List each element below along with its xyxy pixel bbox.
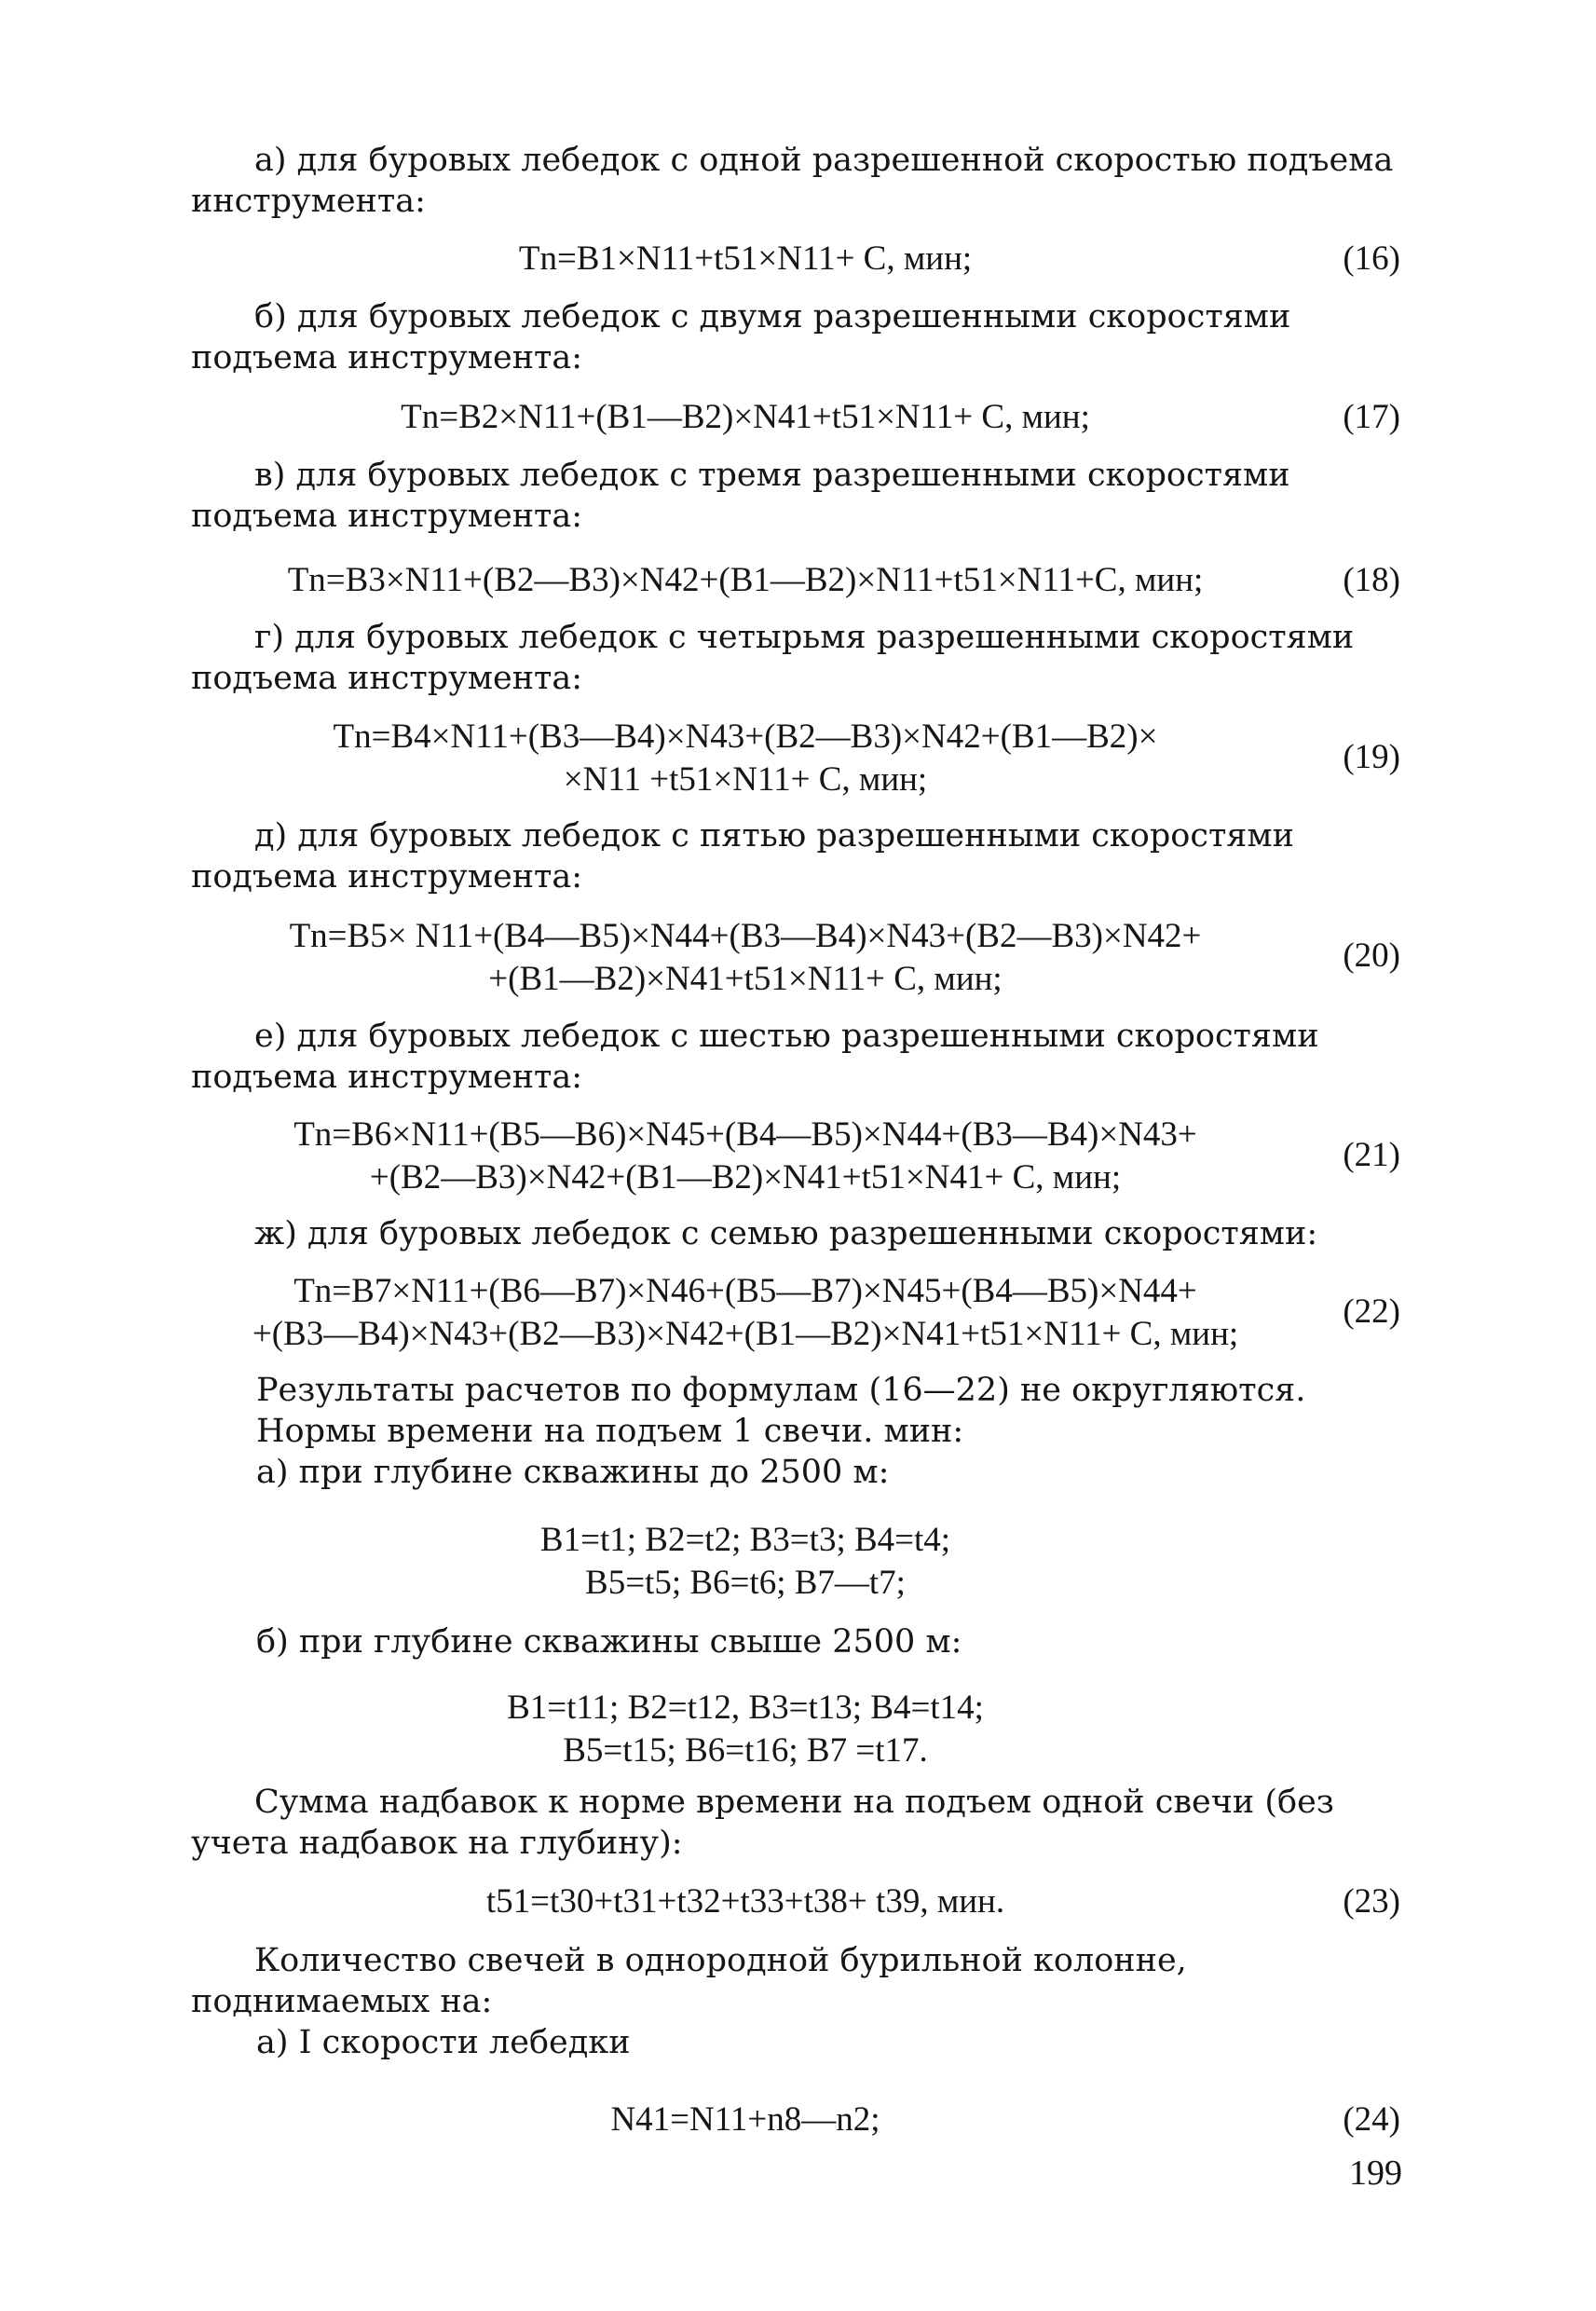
intro-16: а) для буровых лебедок с одной разрешенной скоростью подъема инструмента:	[191, 142, 1394, 220]
intro-20: д) для буровых лебедок с пятью разрешенными скоростями подъема инструмента:	[191, 817, 1294, 896]
intro-17: б) для буровых лебедок с двумя разрешенными скоростями подъема инструмента:	[191, 298, 1291, 376]
equation-number-20: (20)	[1343, 937, 1400, 975]
formula-22: Tn=B7×N11+(B6—B7)×N46+(B5—B7)×N45+(B4—B5)×N44+ +(B3—B4)×N43+(B2—B3)×N42+(B1—B2)×N41+t51×N11+ C, мин;	[252, 1272, 1239, 1353]
intro-18: в) для буровых лебедок с тремя разрешенными скоростями подъема инструмента:	[191, 457, 1290, 535]
formula-16: Tn=B1×N11+t51×N11+ C, мин;	[518, 239, 973, 278]
intro-19: г) для буровых лебедок с четырьмя разрешенными скоростями подъема инструмента:	[191, 619, 1355, 697]
depth-b-label: б) при глубине скважины свыше 2500 м:	[256, 1623, 962, 1661]
formula-20: Tn=B5× N11+(B4—B5)×N44+(B3—B4)×N43+(B2—B3)×N42+ +(B1—B2)×N41+t51×N11+ C, мин;	[289, 917, 1202, 998]
sum-formula: t51=t30+t31+t32+t33+t38+ t39, мин.	[485, 1882, 1005, 1921]
equation-number-21: (21)	[1343, 1136, 1400, 1174]
equation-number-17: (17)	[1343, 398, 1400, 436]
speed-label: а) I скорости лебедки	[256, 2024, 631, 2061]
depth-a-label: а) при глубине скважины до 2500 м:	[256, 1454, 890, 1491]
sum-text: Сумма надбавок к норме времени на подъем одной свечи (без учета надбавок на глубину):	[191, 1784, 1334, 1862]
intro-21: е) для буровых лебедок с шестью разрешенными скоростями подъема инструмента:	[191, 1018, 1319, 1096]
equation-number-18: (18)	[1343, 561, 1400, 599]
formula-19: Tn=B4×N11+(B3—B4)×N43+(B2—B3)×N42+(B1—B2)× ×N11 +t51×N11+ C, мин;	[333, 718, 1158, 799]
results-note: Результаты расчетов по формулам (16—22) не округляются.	[256, 1372, 1306, 1409]
count-text: Количество свечей в однородной бурильной колонне, поднимаемых на:	[191, 1942, 1187, 2020]
formula-21: Tn=B6×N11+(B5—B6)×N45+(B4—B5)×N44+(B3—B4)×N43+ +(B2—B3)×N42+(B1—B2)×N41+t51×N41+ C, мин;	[293, 1115, 1197, 1197]
equation-number-16: (16)	[1343, 239, 1400, 278]
depth-a-formula: B1=t1; B2=t2; B3=t3; B4=t4; B5=t5; B6=t6; B7—t7;	[539, 1521, 951, 1602]
count-formula: N41=N11+n8—n2;	[610, 2100, 880, 2139]
page-number: 199	[1349, 2154, 1402, 2193]
depth-b-formula: B1=t11; B2=t12, B3=t13; B4=t14; B5=t15; B6=t16; B7 =t17.	[507, 1689, 984, 1770]
equation-number-19: (19)	[1343, 738, 1400, 776]
norms-title: Нормы времени на подъем 1 свечи. мин:	[256, 1413, 964, 1450]
equation-number-22: (22)	[1343, 1292, 1400, 1331]
equation-number-24: (24)	[1343, 2100, 1400, 2139]
intro-22: ж) для буровых лебедок с семью разрешенными скоростями:	[254, 1215, 1318, 1252]
formula-18: Tn=B3×N11+(B2—B3)×N42+(B1—B2)×N11+t51×N11+C, мин;	[287, 561, 1204, 599]
equation-number-23: (23)	[1343, 1882, 1400, 1921]
formula-17: Tn=B2×N11+(B1—B2)×N41+t51×N11+ C, мин;	[401, 398, 1090, 436]
